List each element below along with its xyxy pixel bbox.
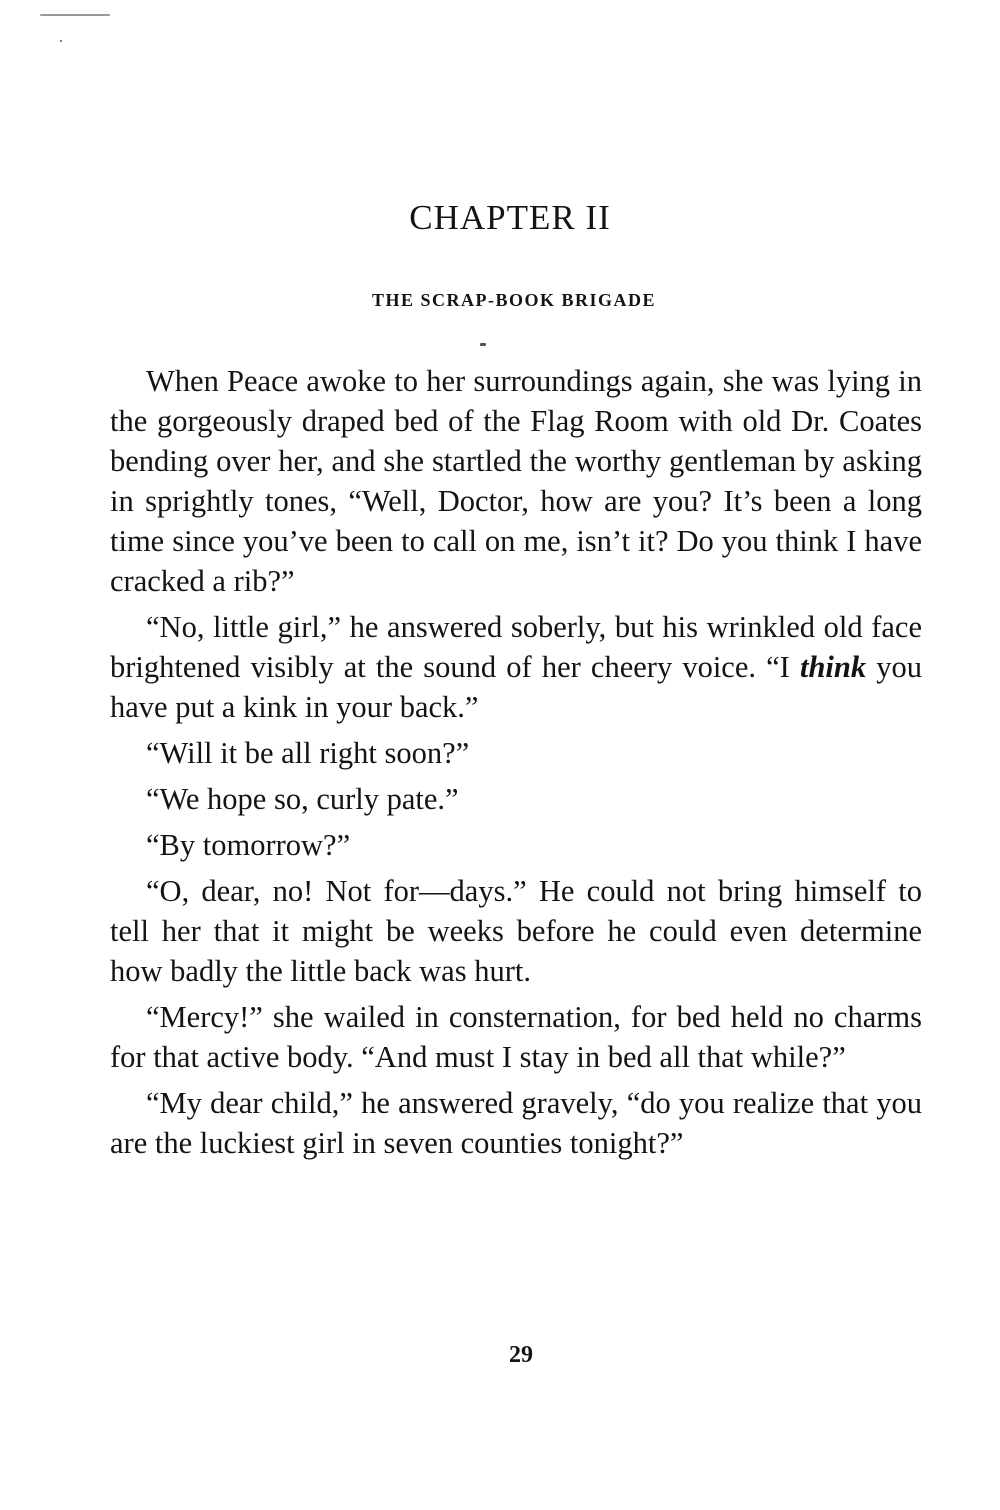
paragraph: “By tomorrow?” xyxy=(146,828,351,862)
paragraph-text: you have put a kink in your back.” xyxy=(110,650,922,724)
paragraph: “We hope so, curly pate.” xyxy=(146,782,459,816)
paragraph: When Peace awoke to her surroundings again, she was lying in the gorgeously draped bed of the Flag Room with old Dr. Coates bending over her, and she startled the worthy gentleman by asking in sprightly tones, “Well, Doctor, how are you? It’s been a long time since you’ve been to call on me, isn’t it? Do you think I have cracked a rib?” xyxy=(110,364,922,598)
paragraph: “Will it be all right soon?” xyxy=(146,736,470,770)
paragraph xyxy=(110,607,922,727)
paragraph: “My dear child,” he answered gravely, “do you realize that you are the luckiest girl in seven counties tonight?” xyxy=(110,1086,922,1160)
paragraph: “Mercy!” she wailed in consternation, for bed held no charms for that active body. “And must I stay in bed all that while?” xyxy=(110,1000,922,1074)
paragraph: “O, dear, no! Not for—days.” He could not bring himself to tell her that it might be weeks before he could even determine how badly the little back was hurt. xyxy=(110,874,922,988)
body-text xyxy=(110,361,922,1169)
page-number: 29 xyxy=(509,1342,533,1368)
emphasized-word: think xyxy=(799,650,867,684)
print-speck xyxy=(480,343,486,346)
print-speck xyxy=(40,14,110,16)
chapter-title: CHAPTER II xyxy=(409,198,611,237)
chapter-subtitle: THE SCRAP-BOOK BRIGADE xyxy=(371,290,657,310)
paragraph-text: “No, little girl,” he answered soberly, but his wrinkled old face brightened visibly at the sound of her cheery voice. “I xyxy=(110,610,922,684)
print-speck xyxy=(60,40,62,42)
